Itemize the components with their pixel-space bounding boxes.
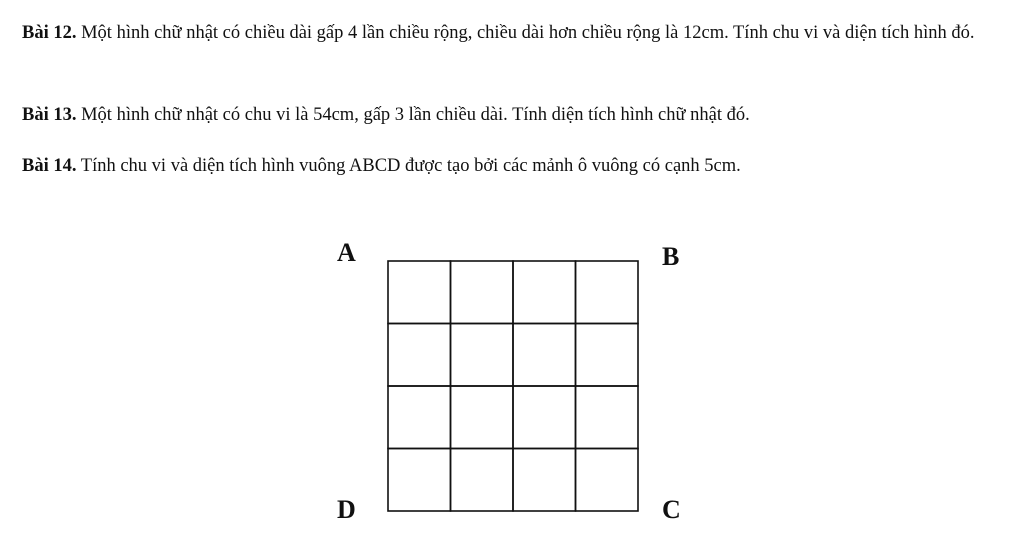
problem-12-text: Một hình chữ nhật có chiều dài gấp 4 lần chiều rộng, chiều dài hơn chiều rộng là 12cm. Tính chu vi và diện tích hình đó.: [81, 23, 975, 43]
grid-cell: [388, 449, 451, 512]
problem-12-number: Bài 12.: [22, 23, 77, 43]
corner-label-b: B: [662, 242, 680, 271]
grid-cell: [388, 324, 451, 387]
grid-cell: [576, 449, 639, 512]
grid-cell: [513, 386, 576, 449]
grid-cell: [451, 386, 514, 449]
problem-14-text: Tính chu vi và diện tích hình vuông ABCD được tạo bởi các mảnh ô vuông có cạnh 5cm.: [80, 156, 741, 176]
grid-cell: [451, 324, 514, 387]
grid-cell: [451, 261, 514, 324]
grid-cell: [576, 324, 639, 387]
grid-cell: [388, 386, 451, 449]
problem-12: [22, 17, 1004, 49]
corner-label-c: C: [662, 495, 681, 524]
grid-cell: [576, 386, 639, 449]
grid-cell: [513, 449, 576, 512]
corner-label-a: A: [337, 238, 356, 267]
problem-13-text: Một hình chữ nhật có chu vi là 54cm, gấp 3 lần chiều dài. Tính diện tích hình chữ nhật đó.: [81, 105, 750, 125]
problem-14-number: Bài 14.: [22, 156, 77, 176]
corner-label-d: D: [337, 495, 356, 524]
grid-cell: [451, 449, 514, 512]
problem-13: [22, 99, 1004, 131]
grid-cell: [388, 261, 451, 324]
grid-cell: [513, 324, 576, 387]
grid-cell: [513, 261, 576, 324]
problem-14: [22, 150, 1004, 182]
square-grid-figure: [386, 259, 640, 513]
problem-13-number: Bài 13.: [22, 105, 77, 125]
grid-cell: [576, 261, 639, 324]
